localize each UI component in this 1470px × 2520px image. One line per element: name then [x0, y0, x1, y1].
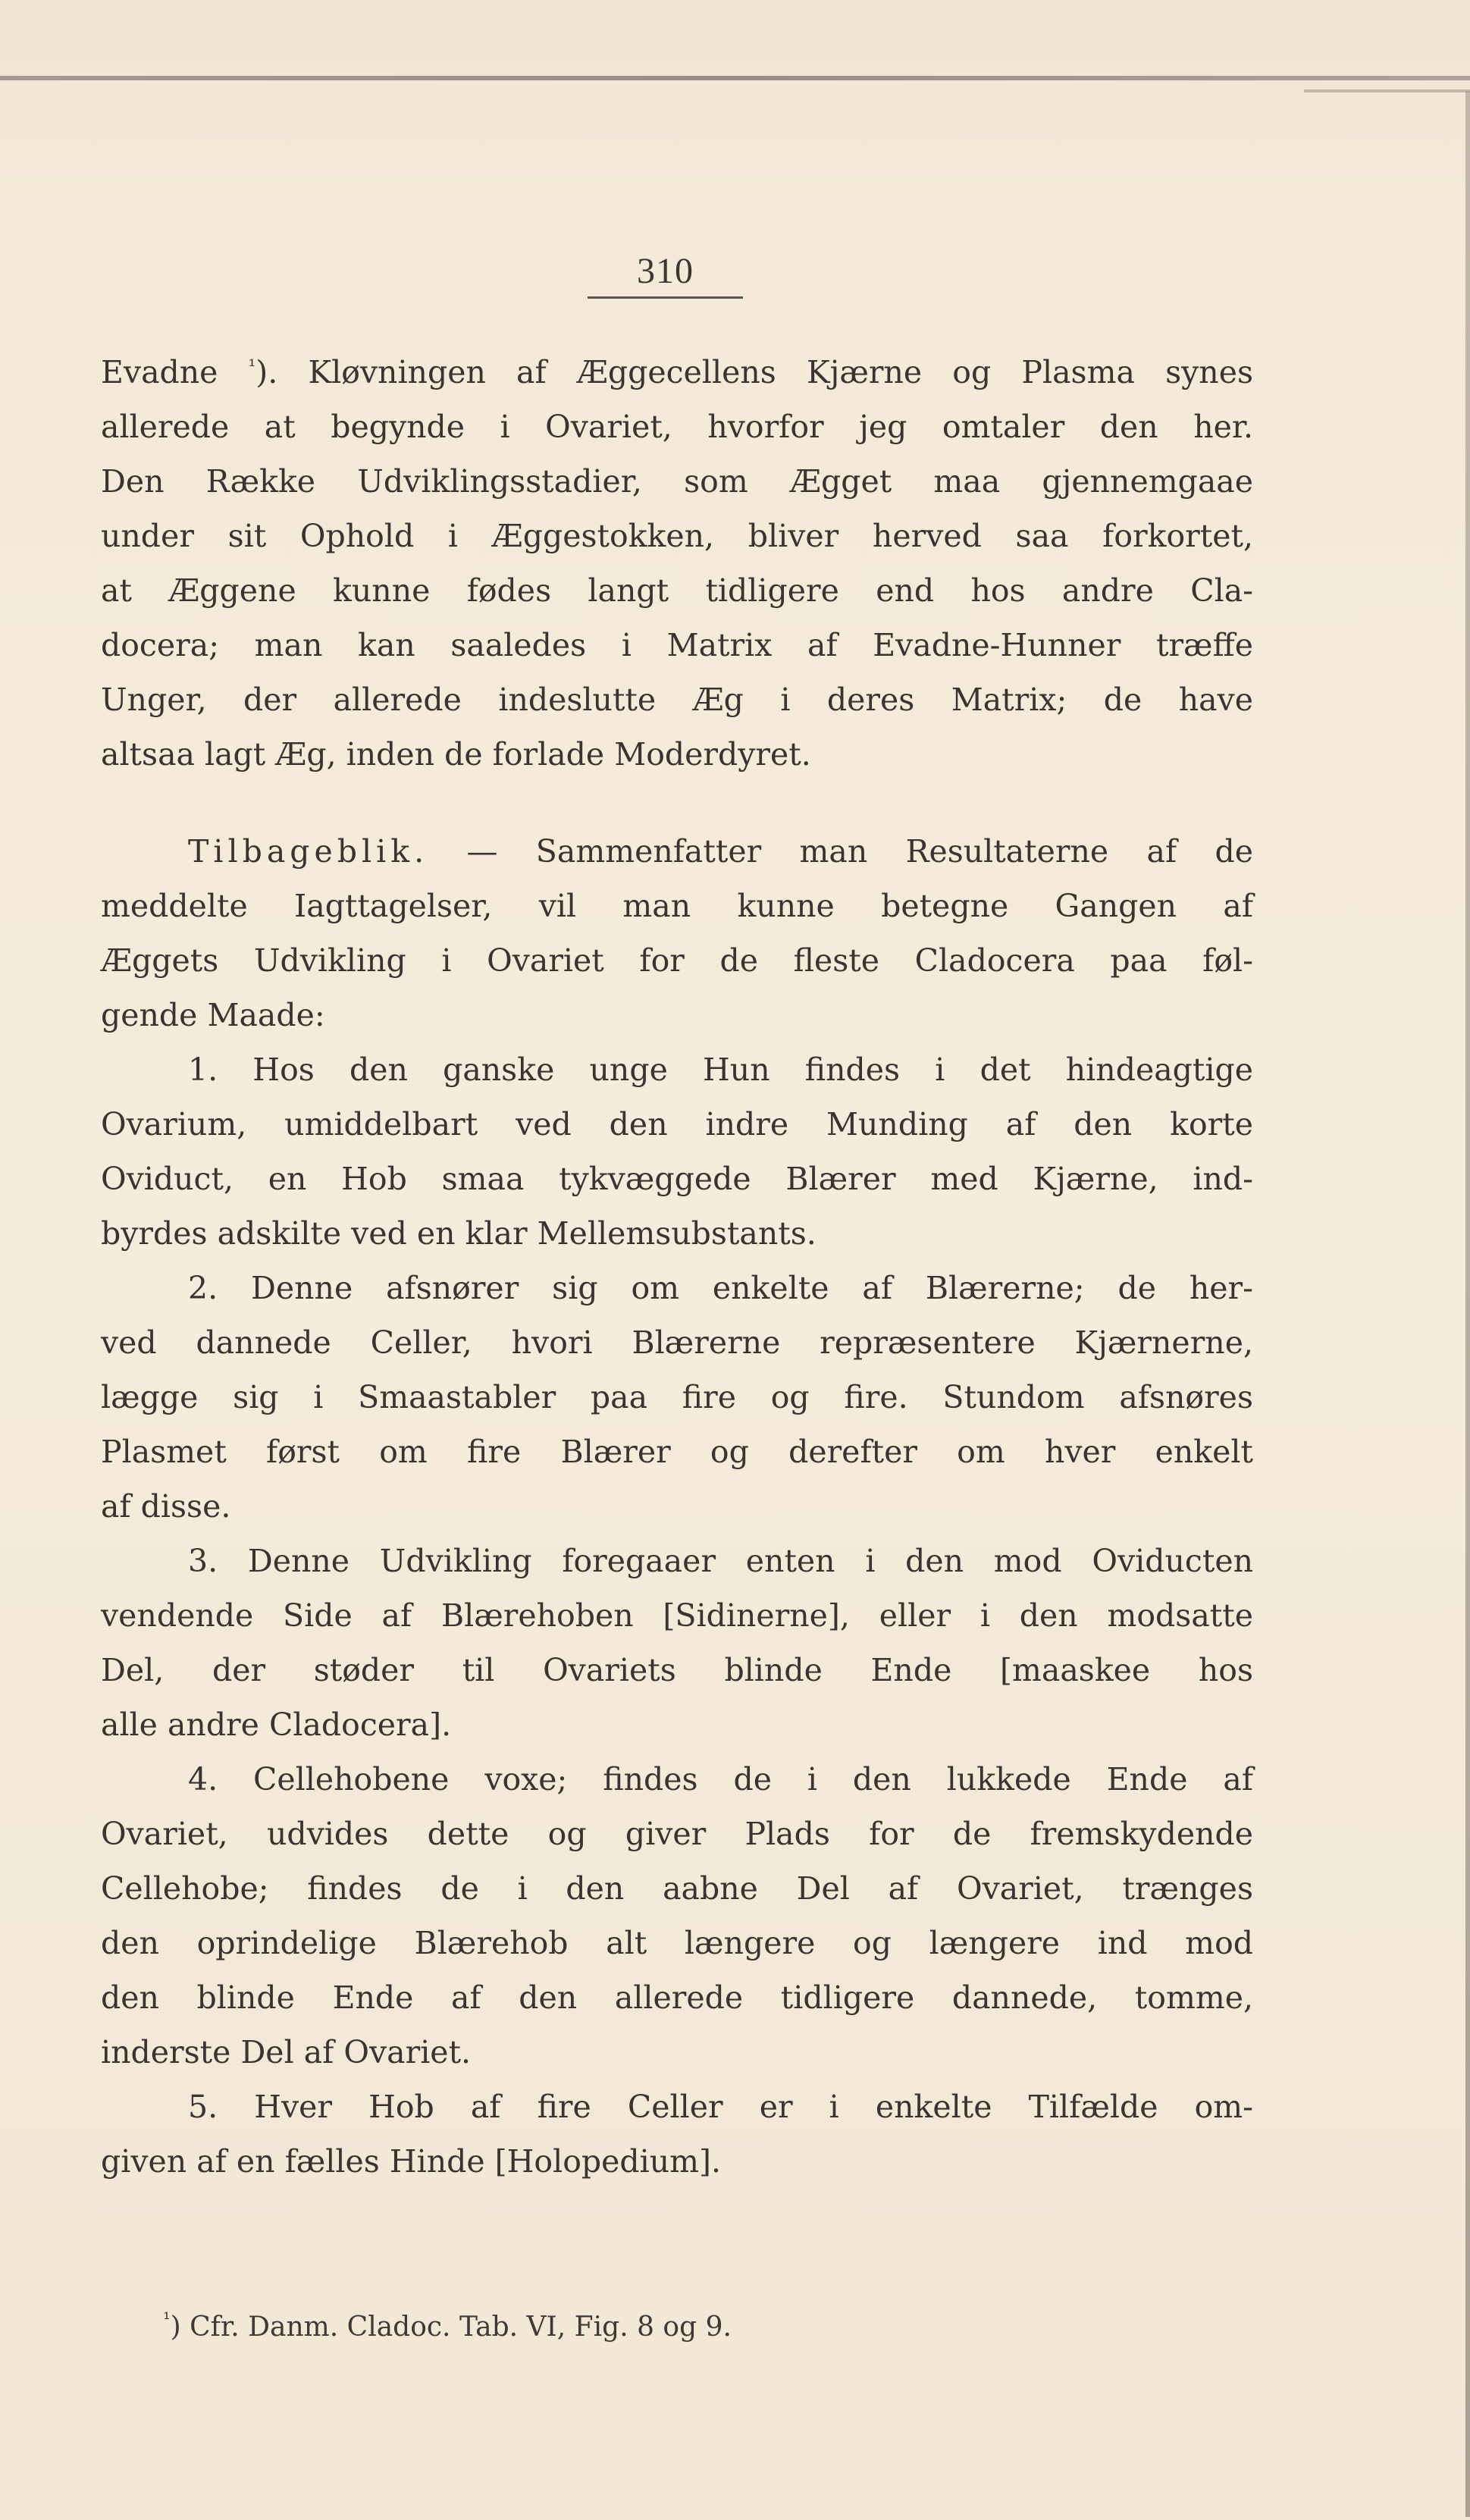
- footnote-text: ) Cfr. Danm. Cladoc. Tab. VI, Fig. 8 og 9.: [170, 2312, 732, 2343]
- list-item-line: inderste Del af Ovariet.: [101, 2034, 472, 2070]
- text-line: Unger, der allerede indeslutte Æg i deres Matrix; de have: [101, 682, 1253, 718]
- text-line: at Æggene kunne fødes langt tidligere end hos andre Cla-: [101, 572, 1253, 609]
- list-item-line: Oviduct, en Hob smaa tykvæggede Blærer med Kjærne, ind-: [101, 1161, 1253, 1197]
- list-item-line: vendende Side af Blærehoben [Sidinerne], eller i den modsatte: [101, 1597, 1253, 1634]
- list-item-line: ved dannede Celler, hvori Blærerne repræsentere Kjærnerne,: [101, 1324, 1253, 1361]
- list-item-line: 5. Hver Hob af fire Celler er i enkelte Tilfælde om-: [188, 2089, 1253, 2125]
- text-line: meddelte Iagttagelser, vil man kunne betegne Gangen af: [101, 888, 1253, 924]
- list-item-line: lægge sig i Smaastabler paa fire og fire. Stundom afsnøres: [101, 1379, 1253, 1415]
- list-item-line: af disse.: [101, 1488, 231, 1525]
- text-line: gende Maade:: [101, 997, 325, 1033]
- list-item-line: Plasmet først om fire Blærer og derefter om hver enkelt: [101, 1434, 1253, 1470]
- list-item-line: Cellehobe; findes de i den aabne Del af Ovariet, trænges: [101, 1870, 1253, 1907]
- text-line: altsaa lagt Æg, inden de forlade Moderdyret.: [101, 736, 811, 773]
- page-header: [588, 250, 743, 299]
- list-item-line: 4. Cellehobene voxe; findes de i den lukkede Ende af: [188, 1761, 1253, 1798]
- top-edge-rule-secondary: [1304, 89, 1470, 92]
- list-item-line: byrdes adskilte ved en klar Mellemsubstants.: [101, 1215, 816, 1252]
- list-item-line: 3. Denne Udvikling foregaaer enten i den mod Oviducten: [188, 1543, 1253, 1579]
- list-item-line: given af en fælles Hinde [Holopedium].: [101, 2143, 722, 2180]
- section-heading: Tilbageblik.: [188, 833, 429, 870]
- text-line: docera; man kan saaledes i Matrix af Evadne-Hunner træffe: [101, 627, 1253, 663]
- page-number: 310: [637, 251, 694, 291]
- paragraph-gap: [101, 782, 1253, 824]
- text-line: under sit Ophold i Æggestokken, bliver herved saa forkortet,: [101, 518, 1253, 554]
- list-item-line: den oprindelige Blærehob alt længere og længere ind mod: [101, 1925, 1253, 1961]
- footnote-mark: ¹: [163, 2308, 171, 2330]
- page-number-underline: [588, 296, 743, 299]
- footnote-ref: ¹: [248, 356, 256, 377]
- list-item-line: Ovarium, umiddelbart ved den indre Munding af den korte: [101, 1106, 1253, 1142]
- list-item-line: Del, der støder til Ovariets blinde Ende [maaskee hos: [101, 1652, 1253, 1688]
- list-item-line: 2. Denne afsnører sig om enkelte af Blærerne; de her-: [188, 1270, 1253, 1306]
- footnote: [163, 2305, 732, 2350]
- text-line: [101, 345, 1253, 400]
- list-item-line: den blinde Ende af den allerede tidligere dannede, tomme,: [101, 1979, 1253, 2016]
- text-fragment: — Sammenfatter man Resultaterne af de: [428, 833, 1253, 870]
- text-line: Æggets Udvikling i Ovariet for de fleste Cladocera paa føl-: [101, 942, 1253, 979]
- page-body: [101, 345, 1253, 2189]
- text-fragment: ). Kløvningen af Æggecellens Kjærne og Plasma synes: [255, 354, 1253, 390]
- text-line: allerede at begynde i Ovariet, hvorfor jeg omtaler den her.: [101, 409, 1253, 445]
- top-edge-rule: [0, 76, 1470, 80]
- text-fragment: Evadne: [101, 354, 249, 390]
- list-item-line: alle andre Cladocera].: [101, 1707, 452, 1743]
- list-item-line: Ovariet, udvides dette og giver Plads for de fremskydende: [101, 1816, 1253, 1852]
- right-page-edge: [1465, 91, 1470, 2517]
- text-line: [101, 824, 1253, 879]
- text-line: Den Række Udviklingsstadier, som Ægget maa gjennemgaae: [101, 463, 1253, 500]
- list-item-line: 1. Hos den ganske unge Hun findes i det hindeagtige: [188, 1052, 1253, 1088]
